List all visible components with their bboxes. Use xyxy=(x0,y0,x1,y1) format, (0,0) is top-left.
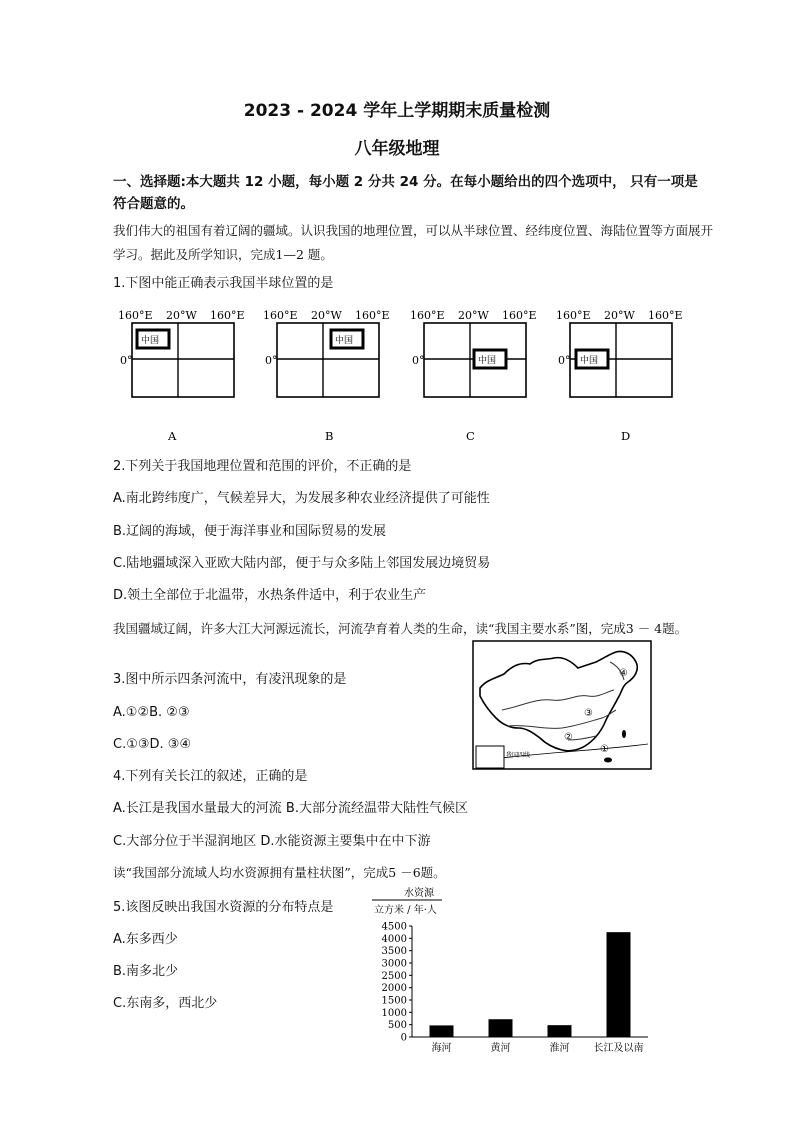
lon-label-right: 160°E xyxy=(355,309,390,322)
question-3-stem: 3.图中所示四条河流中，有凌汛现象的是 xyxy=(113,672,347,687)
question-3-options-cd: C.①③D. ③④ xyxy=(113,737,192,752)
grid-option-d xyxy=(556,309,683,443)
intro-paragraph-1: 我们伟大的祖国有着辽阔的疆域。认识我国的地理位置，可以从半球位置、经纬度位置、海陆位置等方面展开学习。据此及所学知识，完成1—2 题。 xyxy=(113,223,714,262)
inset-label: 我国四线 xyxy=(506,752,531,759)
lon-label-right: 160°E xyxy=(502,309,537,322)
grid-option-c xyxy=(410,309,537,443)
y-tick-label: 4500 xyxy=(381,921,407,933)
china-river-map xyxy=(472,640,652,770)
option-letter-a: A xyxy=(168,429,177,443)
china-label: 中国 xyxy=(478,356,497,366)
x-tick-label: 淮河 xyxy=(549,1043,570,1054)
y-tick-label: 1500 xyxy=(381,995,407,1007)
lon-label-right: 160°E xyxy=(648,309,683,322)
question-2-option-c: C.陆地疆域深入亚欧大陆内部，便于与众多陆上邻国发展边境贸易 xyxy=(113,556,491,571)
river-marker-2: ② xyxy=(564,732,573,743)
hemisphere-grid-diagrams xyxy=(110,302,700,452)
y-axis-label: 水资源 xyxy=(404,888,434,899)
x-tick-label: 黄河 xyxy=(490,1043,511,1054)
china-label: 中国 xyxy=(580,356,599,366)
bar-2 xyxy=(489,1019,513,1037)
question-4-options-cd: C.大部分位于半湿润地区 D.水能资源主要集中在中下游 xyxy=(113,834,431,849)
intro-paragraph-2: 我国疆域辽阔，许多大江大河源远流长，河流孕育着人类的生命，读“我国主要水系”图，完成3 － 4题。 xyxy=(113,621,688,636)
question-5-option-b: B.南多北少 xyxy=(113,964,179,979)
question-2-option-a: A.南北跨纬度广，气候差异大，为发展多种农业经济提供了可能性 xyxy=(113,491,490,506)
bar-3 xyxy=(548,1025,572,1037)
lon-label-left: 160°E xyxy=(118,309,153,322)
section-heading: 一、选择题:本大题共 12 小题，每小题 2 分共 24 分。在每小题给出的四个选项中， 只有一项是符合题意的。 xyxy=(113,174,698,212)
question-2-stem: 2.下列关于我国地理位置和范围的评价，不正确的是 xyxy=(113,459,412,474)
grid-option-b xyxy=(263,309,390,443)
grid-option-a xyxy=(118,309,245,443)
question-5-stem: 5.该图反映出我国水资源的分布特点是 xyxy=(113,900,334,915)
lat-label: 0° xyxy=(558,354,571,367)
lon-label-mid: 20°W xyxy=(311,309,342,322)
question-3-options-ab: A.①②B. ②③ xyxy=(113,705,190,720)
china-label: 中国 xyxy=(141,336,160,346)
question-2-option-d: D.领土全部位于北温带，水热条件适中，利于农业生产 xyxy=(113,588,427,603)
question-5-option-a: A.东多西少 xyxy=(113,932,178,947)
lon-label-mid: 20°W xyxy=(166,309,197,322)
bar-4 xyxy=(607,932,631,1037)
lon-label-right: 160°E xyxy=(210,309,245,322)
option-letter-d: D xyxy=(621,429,631,443)
y-tick-label: 3000 xyxy=(381,958,407,970)
question-1-stem: 1.下图中能正确表示我国半球位置的是 xyxy=(113,276,334,291)
question-4-stem: 4.下列有关长江的叙述，正确的是 xyxy=(113,769,308,784)
y-axis-unit: 立方米 / 年·人 xyxy=(374,905,437,916)
option-letter-b: B xyxy=(325,429,334,443)
china-label: 中国 xyxy=(335,336,354,346)
page-subtitle: 八年级地理 xyxy=(354,139,440,159)
x-tick-label: 海河 xyxy=(431,1043,452,1054)
x-tick-label: 长江及以南 xyxy=(593,1043,644,1054)
y-tick-label: 4000 xyxy=(381,933,407,945)
lat-label: 0° xyxy=(412,354,425,367)
y-tick-label: 2000 xyxy=(381,983,407,995)
y-tick-label: 0 xyxy=(400,1032,407,1044)
water-resource-bar-chart xyxy=(366,882,658,1056)
y-tick-label: 500 xyxy=(387,1020,407,1032)
option-letter-c: C xyxy=(466,429,475,443)
lat-label: 0° xyxy=(120,354,133,367)
y-tick-label: 1000 xyxy=(381,1007,407,1019)
y-tick-label: 3500 xyxy=(381,946,407,958)
lon-label-left: 160°E xyxy=(556,309,591,322)
lon-label-left: 160°E xyxy=(410,309,445,322)
question-4-options-ab: A.长江是我国水量最大的河流 B.大部分流经温带大陆性气候区 xyxy=(113,801,468,816)
y-tick-label: 2500 xyxy=(381,970,407,982)
lon-label-mid: 20°W xyxy=(458,309,489,322)
river-marker-4: ④ xyxy=(619,668,628,679)
lon-label-mid: 20°W xyxy=(604,309,635,322)
bar-1 xyxy=(430,1025,454,1037)
lat-label: 0° xyxy=(265,354,278,367)
river-marker-1: ① xyxy=(600,744,609,755)
question-2-option-b: B.辽阔的海域，便于海洋事业和国际贸易的发展 xyxy=(113,524,387,539)
question-5-option-c: C.东南多，西北少 xyxy=(113,996,218,1011)
river-marker-3: ③ xyxy=(584,708,593,719)
lon-label-left: 160°E xyxy=(263,309,298,322)
intro-paragraph-3: 读“我国部分流域人均水资源拥有量柱状图”，完成5 －6题。 xyxy=(113,865,446,880)
page-title: 2023 - 2024 学年上学期期末质量检测 xyxy=(243,101,551,121)
